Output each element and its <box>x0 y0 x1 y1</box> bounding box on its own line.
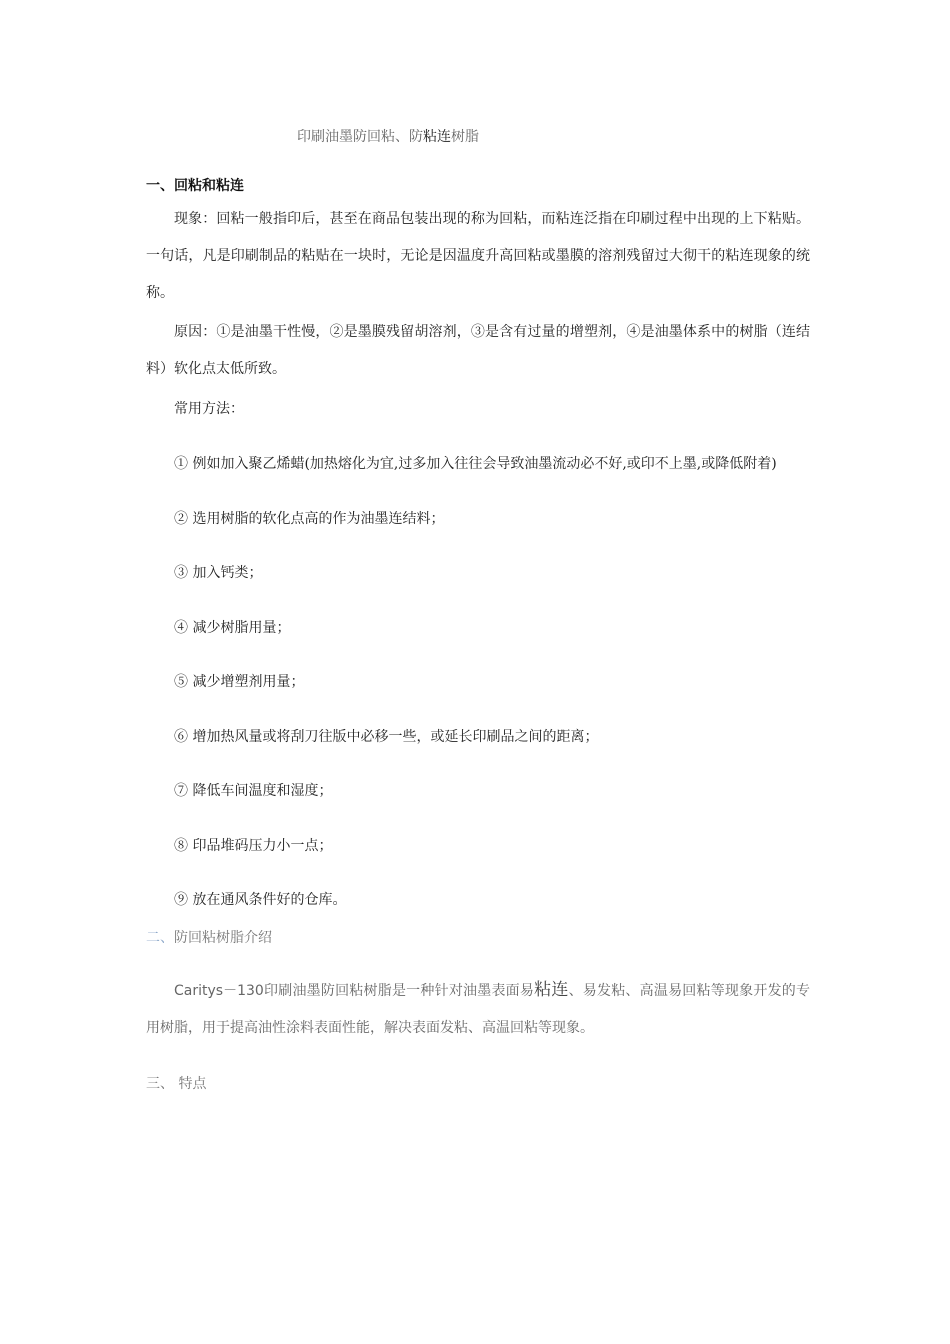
resin-intro-paragraph <box>146 972 810 1047</box>
intro-part-2: 、易发粘、高温易回粘等现象开发的专用树脂，用于提高油性涂料表面性能，解决表面发粘、高温回粘等现象。 <box>146 983 811 1036</box>
title-part-1: 印刷油墨防回粘、防 <box>297 129 423 145</box>
intro-emphasis: 粘连 <box>534 980 569 1000</box>
cause-paragraph: 原因：①是油墨干性慢，②是墨膜残留胡溶剂，③是含有过量的增塑剂，④是油墨体系中的树脂（连结料）软化点太低所致。 <box>146 324 810 377</box>
method-item-9: ⑨ 放在通风条件好的仓库。 <box>174 892 347 908</box>
title-part-3: 树脂 <box>451 129 479 145</box>
methods-label: 常用方法： <box>174 401 244 417</box>
section-1-heading: 一、回粘和粘连 <box>146 178 244 194</box>
title-part-2: 粘连 <box>423 129 451 145</box>
method-item-6: ⑥ 增加热风量或将刮刀往版中必移一些，或延长印刷品之间的距离； <box>174 729 599 745</box>
phenomenon-paragraph: 现象：回粘一般指印后，甚至在商品包装出现的称为回粘，而粘连泛指在印刷过程中出现的上下粘贴。一句话，凡是印刷制品的粘贴在一块时，无论是因温度升高回粘或墨膜的溶剂残留过大彻干的粘连现象的统称。 <box>146 211 810 301</box>
section-2-heading <box>146 927 272 947</box>
section-3-heading: 三、 特点 <box>146 1076 207 1092</box>
method-item-5: ⑤ 减少增塑剂用量； <box>174 674 305 690</box>
intro-part-1: 印刷油墨防回粘树脂是一种针对油墨表面易 <box>263 983 535 999</box>
method-item-1: ① 例如加入聚乙烯蜡(加热熔化为宜,过多加入往往会导致油墨流动必不好,或印不上墨,或降低附着) <box>174 456 777 472</box>
method-item-4: ④ 减少树脂用量； <box>174 620 291 636</box>
section-2-number: 二、 <box>146 930 174 946</box>
method-item-7: ⑦ 降低车间温度和湿度； <box>174 783 333 799</box>
product-name: Caritys－130 <box>174 983 264 999</box>
method-item-3: ③ 加入钙类； <box>174 565 263 581</box>
section-2-title: 防回粘树脂介绍 <box>174 930 272 946</box>
document-title <box>297 126 479 146</box>
method-item-8: ⑧ 印品堆码压力小一点； <box>174 838 333 854</box>
method-item-2: ② 选用树脂的软化点高的作为油墨连结料； <box>174 511 445 527</box>
